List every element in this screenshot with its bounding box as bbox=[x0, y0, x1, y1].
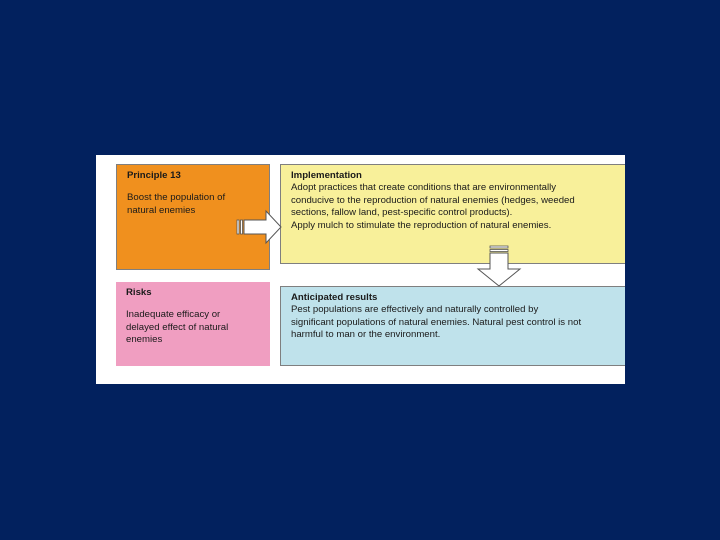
risks-text-line: Inadequate efficacy or bbox=[126, 309, 221, 321]
risks-box bbox=[116, 282, 270, 366]
results-box bbox=[280, 286, 625, 366]
risks-text-line: delayed effect of natural bbox=[126, 321, 229, 333]
risks-text bbox=[126, 309, 260, 346]
results-title: Anticipated results bbox=[291, 292, 378, 303]
right-arrow-icon bbox=[236, 210, 282, 244]
implementation-text bbox=[291, 182, 615, 232]
diagram-panel bbox=[96, 155, 625, 384]
risks-title: Risks bbox=[126, 287, 152, 298]
results-text-line: significant populations of natural enemies. Natural pest control is not bbox=[291, 316, 582, 328]
implementation-box bbox=[280, 164, 625, 264]
implementation-text-line: Adopt practices that create conditions that are environmentally bbox=[291, 182, 557, 194]
implementation-text-line: conducive to the reproduction of natural enemies (hedges, weeded bbox=[291, 194, 575, 206]
down-arrow-icon bbox=[476, 245, 522, 287]
principle-title: Principle 13 bbox=[127, 170, 181, 181]
principle-text-line: natural enemies bbox=[127, 204, 196, 216]
principle-text-line: Boost the population of bbox=[127, 192, 226, 204]
risks-text-line: enemies bbox=[126, 334, 163, 346]
implementation-text-line: Apply mulch to stimulate the reproduction of natural enemies. bbox=[291, 219, 552, 231]
implementation-text-line: sections, fallow land, pest-specific control products). bbox=[291, 207, 513, 219]
results-text-line: Pest populations are effectively and naturally controlled by bbox=[291, 304, 539, 316]
implementation-title: Implementation bbox=[291, 170, 362, 181]
results-text bbox=[291, 304, 615, 341]
results-text-line: harmful to man or the environment. bbox=[291, 329, 441, 341]
